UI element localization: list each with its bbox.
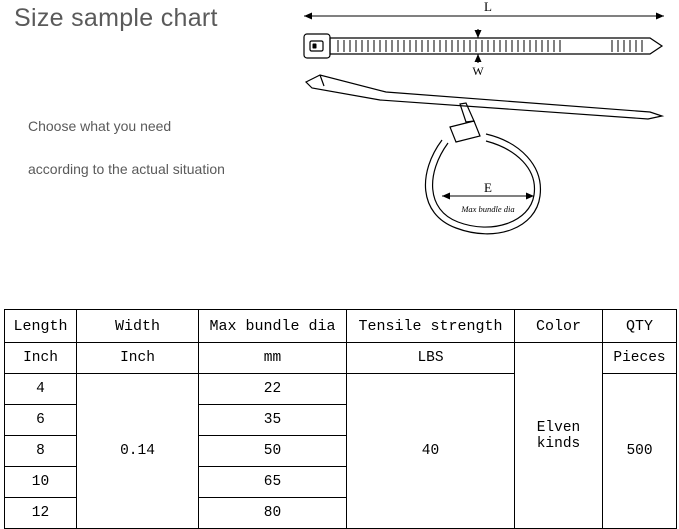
table-header-row	[5, 310, 677, 343]
header-length: Length	[5, 310, 77, 343]
cell-length: 6	[5, 405, 77, 436]
header-color: Color	[515, 310, 603, 343]
header-width: Width	[77, 310, 199, 343]
cell-tensile-value: 40	[347, 374, 515, 529]
cell-length: 4	[5, 374, 77, 405]
table-units-row	[5, 343, 677, 374]
size-table	[4, 309, 677, 529]
unit-width: Inch	[77, 343, 199, 374]
cell-dia: 65	[199, 467, 347, 498]
header-tensile-strength: Tensile strength	[347, 310, 515, 343]
unit-qty: Pieces	[603, 343, 677, 374]
cell-dia: 50	[199, 436, 347, 467]
max-bundle-dia-note: Max bundle dia	[461, 204, 515, 214]
cell-dia: 80	[199, 498, 347, 529]
cable-tie-top-view	[304, 34, 662, 58]
cell-length: 8	[5, 436, 77, 467]
header-max-bundle-dia: Max bundle dia	[199, 310, 347, 343]
width-label: W	[472, 64, 484, 78]
cable-tie-loop	[425, 103, 540, 234]
cell-width-value: 0.14	[77, 374, 199, 529]
bundle-dia-label: E	[484, 180, 492, 195]
cell-length: 10	[5, 467, 77, 498]
unit-tensile: LBS	[347, 343, 515, 374]
header-qty: QTY	[603, 310, 677, 343]
intro-line-1: Choose what you need	[28, 118, 172, 134]
cell-qty-value: 500	[603, 374, 677, 529]
cell-color-value: Elven kinds	[515, 343, 603, 529]
cable-tie-diagram	[290, 0, 679, 262]
length-label: L	[484, 0, 492, 14]
page-title: Size sample chart	[14, 4, 218, 32]
unit-dia: mm	[199, 343, 347, 374]
size-table-wrapper	[4, 309, 676, 529]
cell-dia: 35	[199, 405, 347, 436]
intro-line-2: according to the actual situation	[28, 161, 225, 177]
cable-tie-side-view	[306, 75, 662, 119]
cell-dia: 22	[199, 374, 347, 405]
cell-length: 12	[5, 498, 77, 529]
unit-length: Inch	[5, 343, 77, 374]
